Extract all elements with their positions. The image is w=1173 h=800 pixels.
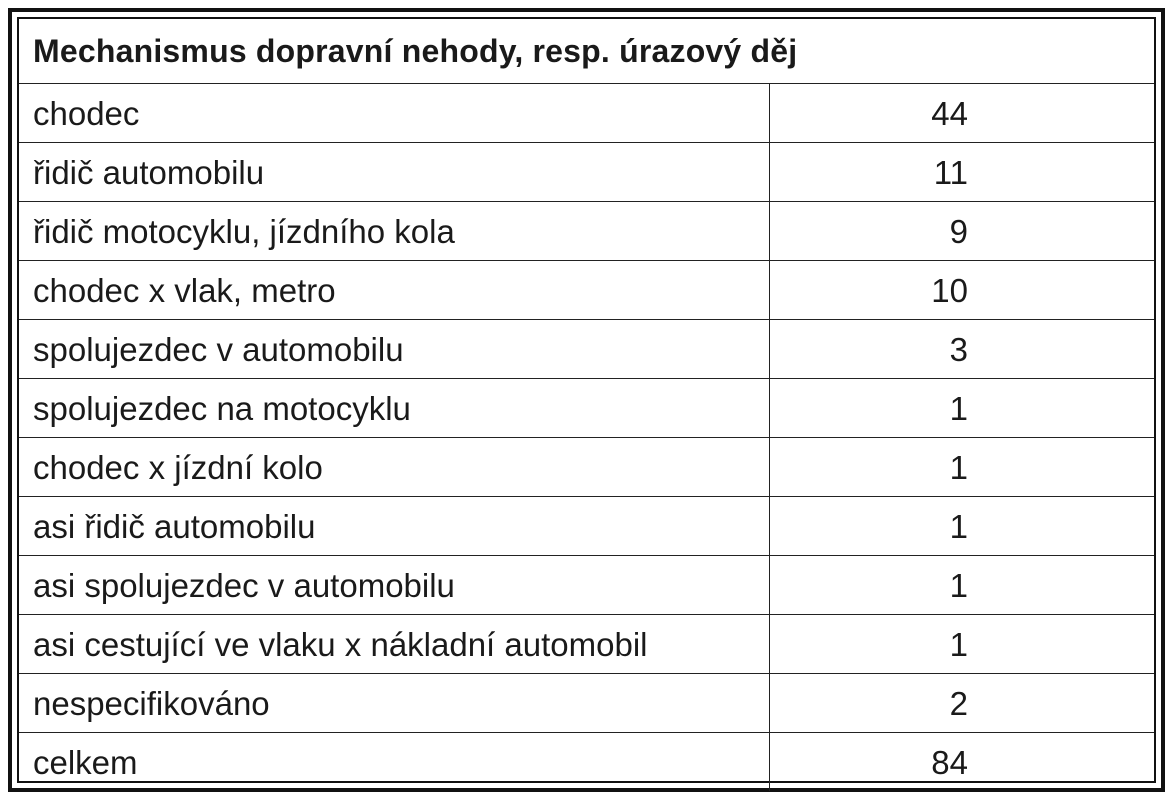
row-label: spolujezdec v automobilu [19,320,769,379]
table-inner-frame [17,17,1156,783]
row-label: asi řidič automobilu [19,497,769,556]
table-row [19,674,1154,733]
row-label: chodec [19,84,769,143]
table-row [19,320,1154,379]
row-count: 10 [769,261,1154,320]
table-row-total [19,733,1154,792]
row-count: 9 [769,202,1154,261]
row-label: asi cestující ve vlaku x nákladní automobil [19,615,769,674]
row-count: 1 [769,556,1154,615]
table-row [19,556,1154,615]
row-count: 1 [769,438,1154,497]
row-count: 1 [769,379,1154,438]
table-row [19,615,1154,674]
total-label: celkem [19,733,769,792]
row-label: řidič automobilu [19,143,769,202]
table-outer-frame [8,8,1165,792]
table-row [19,497,1154,556]
table-row [19,261,1154,320]
table-row [19,438,1154,497]
total-count: 84 [769,733,1154,792]
table-header-row [19,19,1154,84]
table-row [19,379,1154,438]
row-count: 3 [769,320,1154,379]
row-count: 44 [769,84,1154,143]
row-label: řidič motocyklu, jízdního kola [19,202,769,261]
row-count: 2 [769,674,1154,733]
row-count: 11 [769,143,1154,202]
accident-mechanism-table [19,19,1154,791]
row-label: chodec x jízdní kolo [19,438,769,497]
row-label: nespecifikováno [19,674,769,733]
row-label: chodec x vlak, metro [19,261,769,320]
row-count: 1 [769,497,1154,556]
table-header: Mechanismus dopravní nehody, resp. úrazový děj [19,19,1154,84]
table-row [19,202,1154,261]
row-label: asi spolujezdec v automobilu [19,556,769,615]
row-count: 1 [769,615,1154,674]
table-row [19,143,1154,202]
row-label: spolujezdec na motocyklu [19,379,769,438]
table-row [19,84,1154,143]
